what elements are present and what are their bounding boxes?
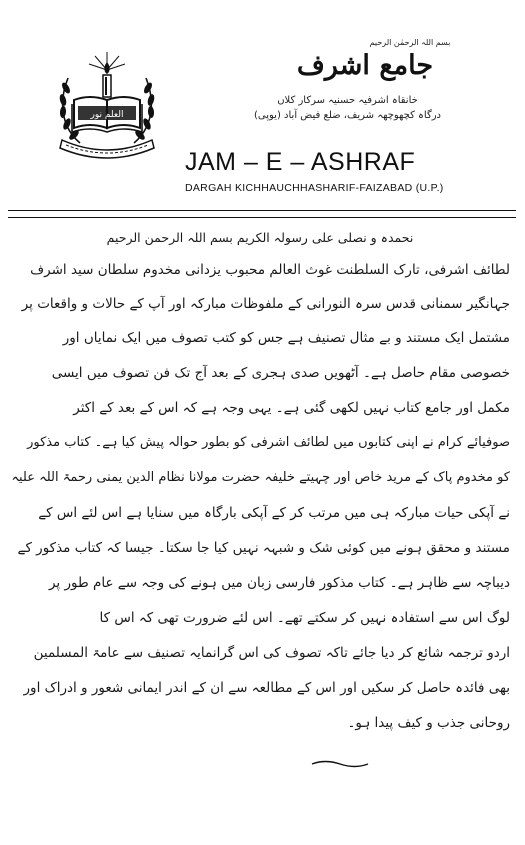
opening-invocation: نحمدہ و نصلی علی رسولہ الکریم بسم اللہ الرحمن الرحیم [106, 230, 414, 245]
body-line: خصوصی مقام حاصل ہے۔ آٹھویں صدی ہجری کے بعد آج تک فن تصوف میں ایسی [51, 365, 510, 381]
body-line: جہانگیر سمنانی قدس سرہ النورانی کے ملفوظات مبارکہ اور آپ کے حالات و واقعات پر [21, 296, 510, 312]
body-line: صوفیائے کرام نے اپنی کتابوں میں لطائف اشرفی کو بطور حوالہ پیش کیا ہے۔ کتاب مذکور [27, 435, 510, 450]
body-line: اردو ترجمہ شائع کر دیا جائے تاکہ تصوف کی اس گرانمایہ تصنیف سے عامۃ المسلمین [33, 645, 510, 661]
body-line: بھی فائدہ حاصل کر سکیں اور اس کے مطالعہ سے ان کے اندر ایمانی شعور و ادراک اور [23, 680, 510, 696]
closing-line: روحانی جذب و کیف پیدا ہو۔ [347, 715, 510, 731]
body-line: مستند و محقق ہونے میں کوئی شک و شبہہ نہیں کیا جا سکتا۔ جیسا کہ کتاب مذکور کے [17, 540, 510, 556]
address-line-2: درگاہ کچھوچھہ شریف، ضلع فیض آباد (یوپی) [253, 110, 442, 121]
body-line: مکمل اور جامع کتاب نہیں لکھی گئی ہے۔ یہی وجہ ہے کہ اس کے بعد کے اکثر [73, 400, 510, 416]
address-line-1: خانقاہ اشرفیہ حسنیہ سرکار کلاں [277, 95, 418, 106]
closing-flourish [310, 758, 370, 770]
institution-address-english: DARGAH KICHHAUCHHASHARIF-FAIZABAD (U.P.) [185, 182, 444, 194]
header-divider-bottom [8, 217, 516, 218]
body-line: لوگ اس سے استفادہ نہیں کر سکتے تھے۔ اس لئے ضرورت تھی کہ اس کا [99, 610, 510, 626]
body-line: مشتمل ایک مستند و بے مثال تصنیف ہے جس کو کتب تصوف میں ایک نمایاں اور [62, 330, 510, 346]
body-line: کو مخدوم پاک کے مرید خاص اور چہیتے خلیفہ حضرت مولانا نظام الدین یمنی رحمۃ اللہ علیہ [11, 470, 510, 485]
institution-name-urdu: جامع اشرف [296, 50, 434, 81]
ribbon-banner [60, 140, 154, 158]
body-line: دیباچہ سے ظاہر ہے۔ کتاب مذکور فارسی زبان میں ہونے کی وجہ سے عام طور پر [48, 575, 510, 591]
emblem-motto: العلم نور [90, 110, 124, 120]
institution-emblem [52, 48, 162, 160]
institution-name-english: JAM – E – ASHRAF [185, 148, 416, 176]
body-line: نے آپکی حیات مبارکہ ہی میں مرتب کر کے آپکی بارگاہ میں سنایا ہے اس لئے اس کے [38, 505, 510, 521]
header-divider-top [8, 210, 516, 211]
institution-address-urdu [215, 93, 480, 123]
body-line: لطائف اشرفی، تارک السلطنت غوث العالم محبوب یزدانی مخدوم سلطان سید اشرف [30, 262, 510, 278]
bismillah-header: بسم اللہ الرحمٰن الرحیم [369, 38, 451, 47]
